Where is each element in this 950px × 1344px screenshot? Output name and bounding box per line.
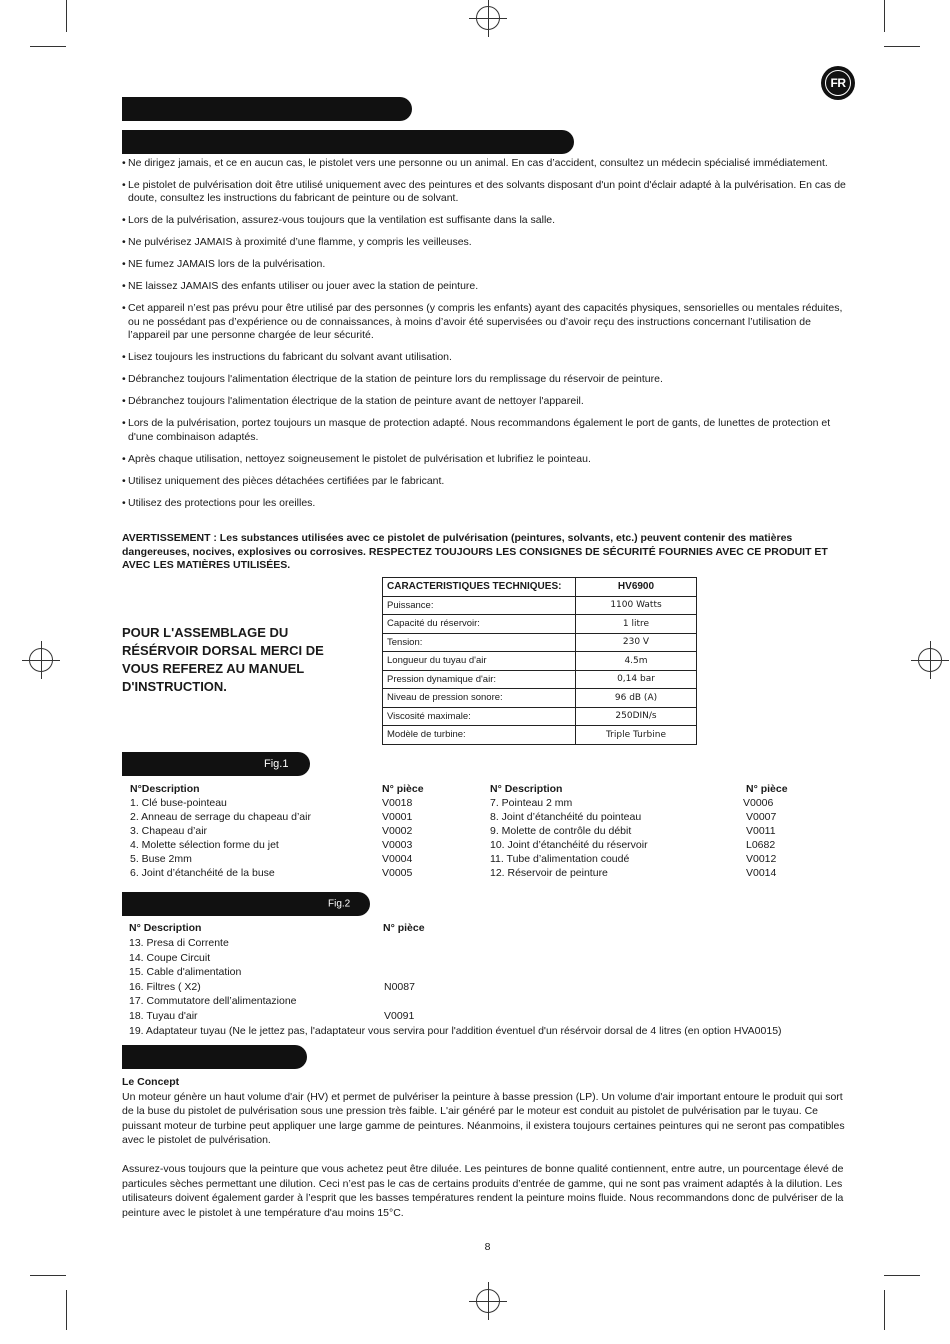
part-description: 6. Joint d’étanchéité de la buse bbox=[130, 867, 275, 879]
specs-header-label: CARACTERISTIQUES TECHNIQUES: bbox=[383, 578, 576, 597]
language-badge-label: FR bbox=[825, 70, 851, 96]
safety-bullet: • Le pistolet de pulvérisation doit être utilisé uniquement avec des peintures et des solvants disposant d'un point d'éclair adapté à la pulvérisation. En cas de doute, consultez les instructions du fabricant de peinture ou de solvant. bbox=[122, 179, 852, 206]
specs-value: 96 dB (A) bbox=[576, 689, 697, 708]
safety-bullet: • Lors de la pulvérisation, portez toujours un masque de protection adapté. Nous recommandons également le port de gants, de lunettes de protection et d'une combinaison adaptés. bbox=[122, 417, 852, 444]
part-number: V0018 bbox=[382, 797, 413, 809]
part-description: 5. Buse 2mm bbox=[130, 853, 192, 865]
part-description: 16. Filtres ( X2) bbox=[129, 980, 201, 993]
part-number: V0004 bbox=[382, 853, 413, 865]
specs-label: Modèle de turbine: bbox=[383, 726, 576, 745]
section-bar bbox=[122, 1045, 307, 1069]
crop-mark bbox=[66, 0, 67, 32]
specs-value: Triple Turbine bbox=[576, 726, 697, 745]
safety-bullet: • Débranchez toujours l'alimentation électrique de la station de peinture avant de nettoyer l'appareil. bbox=[122, 395, 852, 408]
language-badge-icon bbox=[821, 66, 855, 100]
safety-bullet: • Ne dirigez jamais, et ce en aucun cas, le pistolet vers une personne ou un animal. En cas d’accident, consultez un médecin spécialisé immédiatement. bbox=[122, 157, 852, 170]
concept-paragraph: Un moteur génère un haut volume d'air (HV) et permet de pulvériser la peinture à basse pression (LP). Un volume d'air important entoure le produit qui sort de la buse du pistolet de pulvérisation sous une pression très faible. L'air généré par le moteur est conduit au pistolet de pulvérisation par le tuyau. Ce puissant moteur de turbine peut appliquer une large gamme de peintures. Néanmoins, il existera toujours certaines peintures qui ne seront pas compatibles avec le pistolet de pulvérisation. bbox=[122, 1090, 845, 1146]
safety-bullet: • Utilisez des protections pour les oreilles. bbox=[122, 497, 852, 510]
registration-mark-icon bbox=[476, 6, 500, 30]
part-description: 10. Joint d’étanchéité du réservoir bbox=[490, 839, 648, 851]
fig2-parts-list bbox=[0, 921, 950, 1041]
part-number: V0011 bbox=[746, 825, 776, 837]
specs-value: 0,14 bar bbox=[576, 670, 697, 689]
specs-label: Puissance: bbox=[383, 596, 576, 615]
specs-label: Pression dynamique d'air: bbox=[383, 670, 576, 689]
specs-row bbox=[383, 670, 697, 689]
part-number: V0012 bbox=[746, 853, 777, 865]
specs-table bbox=[382, 577, 697, 745]
safety-bullet-list bbox=[122, 157, 852, 519]
crop-mark bbox=[884, 1275, 920, 1276]
fig2-label: Fig.2 bbox=[328, 898, 351, 910]
crop-mark bbox=[66, 1290, 67, 1330]
crop-mark bbox=[30, 46, 66, 47]
specs-row bbox=[383, 726, 697, 745]
fig1-label: Fig.1 bbox=[264, 758, 289, 770]
part-description: 4. Molette sélection forme du jet bbox=[130, 839, 279, 851]
crop-mark bbox=[884, 1290, 885, 1330]
registration-mark-icon bbox=[29, 648, 53, 672]
registration-mark-icon bbox=[918, 648, 942, 672]
fig1-parts-list bbox=[0, 782, 950, 882]
part-description: 7. Pointeau 2 mm bbox=[490, 797, 573, 809]
part-number: L0682 bbox=[746, 839, 776, 851]
part-description: 13. Presa di Corrente bbox=[129, 937, 229, 949]
page-number: 8 bbox=[484, 1241, 491, 1253]
part-description: 18. Tuyau d'air bbox=[129, 1010, 198, 1022]
specs-label: Niveau de pression sonore: bbox=[383, 689, 576, 708]
specs-row bbox=[383, 689, 697, 708]
safety-bullet: • Ne pulvérisez JAMAIS à proximité d’une flamme, y compris les veilleuses. bbox=[122, 236, 852, 249]
specs-label: Tension: bbox=[383, 633, 576, 652]
section-bar bbox=[122, 130, 574, 154]
safety-bullet: • NE fumez JAMAIS lors de la pulvérisation. bbox=[122, 258, 852, 271]
safety-bullet: • Débranchez toujours l'alimentation électrique de la station de peinture lors du remplissage du réservoir de peinture. bbox=[122, 373, 852, 386]
fig2-header-desc: N° Description bbox=[129, 922, 202, 934]
part-number: N0087 bbox=[384, 980, 415, 993]
fig1-bar bbox=[122, 752, 310, 776]
part-description: 3. Chapeau d’air bbox=[130, 825, 208, 837]
specs-value: 1 litre bbox=[576, 615, 697, 634]
fig1-right-header-part: N° pièce bbox=[746, 783, 788, 795]
section-bar bbox=[122, 97, 412, 121]
specs-label: Viscosité maximale: bbox=[383, 707, 576, 726]
part-description: 17. Commutatore dell’alimentazione bbox=[129, 995, 297, 1008]
specs-row bbox=[383, 596, 697, 615]
part-description: 2. Anneau de serrage du chapeau d’air bbox=[130, 811, 311, 823]
part-description: 12. Réservoir de peinture bbox=[490, 867, 608, 879]
safety-bullet: • Lors de la pulvérisation, assurez-vous toujours que la ventilation est suffisante dans la salle. bbox=[122, 214, 852, 227]
concept-section bbox=[122, 1075, 857, 1235]
part-description: 8. Joint d’étanchéité du pointeau bbox=[490, 811, 642, 823]
safety-bullet: • Après chaque utilisation, nettoyez soigneusement le pistolet de pulvérisation et lubrifiez le pointeau. bbox=[122, 453, 852, 466]
part-number: V0007 bbox=[746, 811, 777, 823]
part-description: 15. Cable d'alimentation bbox=[129, 966, 242, 979]
crop-mark bbox=[884, 46, 920, 47]
safety-bullet: • Cet appareil n’est pas prévu pour être utilisé par des personnes (y compris les enfants) ayant des capacités physiques, sensorielles ou mentales réduites, ou ne possédant pas d’expérience ou de connaissances, à moins d’avoir été supervisées ou d’avoir reçu des instructions concernant l’utilisation de l’appareil par une personne chargée de leur sécurité. bbox=[122, 302, 852, 342]
specs-row bbox=[383, 707, 697, 726]
part-description: 9. Molette de contrôle du débit bbox=[490, 825, 632, 837]
specs-label: Capacité du réservoir: bbox=[383, 615, 576, 634]
specs-value: 230 V bbox=[576, 633, 697, 652]
part-description: 1. Clé buse-pointeau bbox=[130, 797, 227, 809]
safety-bullet: • NE laissez JAMAIS des enfants utiliser ou jouer avec la station de peinture. bbox=[122, 280, 852, 293]
part-number: V0002 bbox=[382, 825, 413, 837]
specs-row bbox=[383, 615, 697, 634]
specs-row bbox=[383, 633, 697, 652]
safety-bullet: • Utilisez uniquement des pièces détachées certifiées par le fabricant. bbox=[122, 475, 852, 488]
part-number: V0001 bbox=[382, 811, 413, 823]
part-description: 11. Tube d’alimentation coudé bbox=[490, 853, 630, 865]
fig1-left-header-part: N° pièce bbox=[382, 783, 424, 795]
specs-header-row bbox=[383, 578, 697, 597]
part-description: 14. Coupe Circuit bbox=[129, 951, 211, 964]
fig2-header-part: N° pièce bbox=[383, 922, 425, 934]
specs-label: Longueur du tuyau d'air bbox=[383, 652, 576, 671]
part-number: V0014 bbox=[746, 867, 777, 879]
specs-value: 1100 Watts bbox=[576, 596, 697, 615]
specs-row bbox=[383, 652, 697, 671]
part-number: V0005 bbox=[382, 867, 413, 879]
part-number: V0006 bbox=[743, 797, 774, 809]
part-number: V0003 bbox=[382, 839, 413, 851]
specs-value: 4.5m bbox=[576, 652, 697, 671]
crop-mark bbox=[884, 0, 885, 32]
part-description: 19. Adaptateur tuyau (Ne le jettez pas, l'adaptateur vous servira pour l'addition éventuel d'un résérvoir dorsal de 4 litres (en option HVA0015) bbox=[129, 1024, 782, 1037]
assembly-note: POUR L'ASSEMBLAGE DU RÉSÉRVOIR DORSAL MERCI DE VOUS REFEREZ AU MANUEL D'INSTRUCTION. bbox=[122, 625, 324, 694]
concept-title: Le Concept bbox=[122, 1076, 180, 1088]
fig2-bar bbox=[122, 892, 370, 916]
fig1-right-header-desc: N° Description bbox=[490, 783, 563, 795]
specs-value: 250DIN/s bbox=[576, 707, 697, 726]
safety-bullet: • Lisez toujours les instructions du fabricant du solvant avant utilisation. bbox=[122, 351, 852, 364]
part-number: V0091 bbox=[384, 1010, 415, 1022]
registration-mark-icon bbox=[476, 1289, 500, 1313]
fig1-left-header-desc: N°Description bbox=[130, 783, 200, 795]
warning-text: AVERTISSEMENT : Les substances utilisées avec ce pistolet de pulvérisation (peintures, solvants, etc.) peuvent contenir des matières dangereuses, nocives, explosives ou corrosives. RESPECTEZ TOUJOURS LES CONSIGNES DE SÉCURITÉ FOURNIES AVEC CE PRODUIT ET AVEC LES MATIÈRES UTILISÉES. bbox=[122, 532, 828, 571]
concept-paragraph: Assurez-vous toujours que la peinture que vous achetez peut être diluée. Les peintures de bonne qualité contiennent, entre autre, un pourcentage élevé de particules sèches permettant une dilution. Ceci n’est pas le cas de certains produits d’entrée de gamme, qui ne sont pas vraiment adaptés à la dilution. Les utilisateurs doivent également garder à l’esprit que les basses températures rendent la peinture moins fluide. Nous recommandons donc de pulvériser de la peinture avec le pistolet à une température d'au moins 15°C. bbox=[122, 1163, 844, 1219]
specs-header-model: HV6900 bbox=[576, 578, 697, 597]
crop-mark bbox=[30, 1275, 66, 1276]
